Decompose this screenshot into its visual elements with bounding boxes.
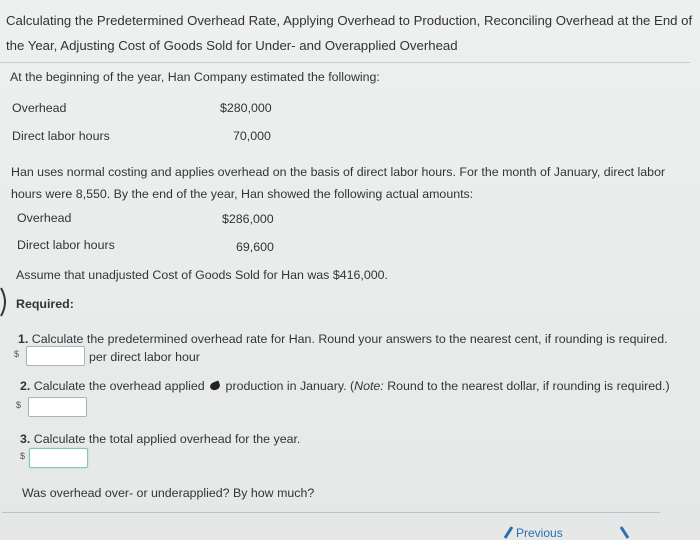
actual-dlh-value: 69,600 bbox=[236, 240, 274, 254]
title-divider bbox=[0, 62, 690, 63]
q1-prompt: Calculate the predetermined overhead rate for Han. Round your answers to the nearest cent, if rounding is required. bbox=[31, 332, 668, 346]
q1-number: 1. bbox=[18, 332, 29, 346]
q2-note-label: Note: bbox=[354, 379, 384, 393]
actual-overhead-value: $286,000 bbox=[222, 212, 274, 226]
q2-prompt-before: Calculate the overhead applied bbox=[33, 379, 205, 393]
actual-overhead-label: Overhead bbox=[17, 211, 72, 225]
q4-text: Was overhead over- or underapplied? By how much? bbox=[22, 486, 315, 500]
arrow-right-icon bbox=[618, 526, 630, 540]
q2-note-text: Round to the nearest dollar, if rounding is required.) bbox=[383, 379, 670, 393]
q2-text bbox=[20, 379, 670, 393]
q2-dollar-sign: $ bbox=[16, 400, 22, 410]
q1-text bbox=[18, 332, 668, 346]
arrow-left-icon bbox=[502, 526, 514, 540]
previous-label: Previous bbox=[516, 526, 563, 540]
required-heading: Required: bbox=[16, 297, 74, 311]
q3-dollar-sign: $ bbox=[20, 451, 26, 461]
q3-prompt: Calculate the total applied overhead for the year. bbox=[33, 432, 301, 446]
q2-prompt-after: production in January. ( bbox=[225, 379, 355, 393]
page-title: Calculating the Predetermined Overhead Rate, Applying Overhead to Production, Reconciling Overhead at the End of the Year, Adjusting Cost of Goods Sold for Under- and Overapplied Overhead bbox=[6, 13, 693, 53]
footer-divider bbox=[2, 512, 660, 513]
estimated-overhead-value: $280,000 bbox=[220, 101, 272, 115]
q1-rate-input[interactable] bbox=[26, 346, 85, 366]
q1-dollar-sign: $ bbox=[14, 349, 20, 359]
actual-dlh-label: Direct labor hours bbox=[17, 238, 115, 252]
previous-button[interactable] bbox=[500, 522, 650, 540]
pointer-cursor-icon bbox=[209, 381, 221, 392]
intro-text: At the beginning of the year, Han Company estimated the following: bbox=[10, 70, 380, 84]
q3-number: 3. bbox=[20, 432, 31, 446]
estimated-dlh-label: Direct labor hours bbox=[12, 129, 110, 143]
side-bracket-icon bbox=[0, 286, 10, 318]
estimated-overhead-label: Overhead bbox=[12, 101, 67, 115]
q3-total-applied-input[interactable] bbox=[29, 448, 88, 468]
q1-suffix: per direct labor hour bbox=[89, 350, 200, 364]
estimated-dlh-value: 70,000 bbox=[233, 129, 271, 143]
q2-applied-input[interactable] bbox=[28, 397, 87, 417]
cogs-note: Assume that unadjusted Cost of Goods Sold for Han was $416,000. bbox=[16, 268, 388, 282]
q2-number: 2. bbox=[20, 379, 31, 393]
q3-text bbox=[20, 432, 300, 446]
description-paragraph: Han uses normal costing and applies overhead on the basis of direct labor hours. For the month of January, direct labor hours were 8,550. By the end of the year, Han showed the following actual amounts: bbox=[11, 165, 666, 201]
